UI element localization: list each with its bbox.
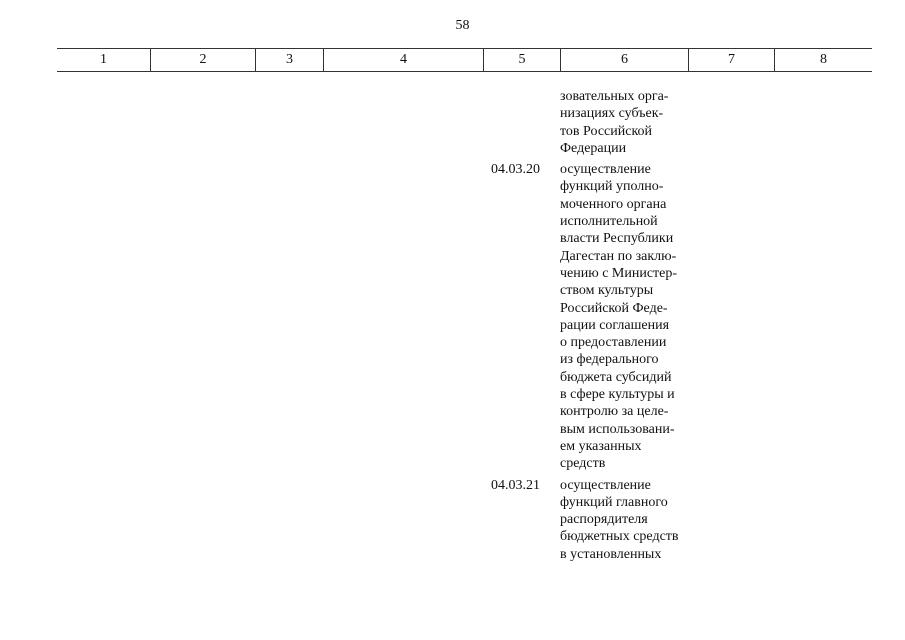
row-description: зовательных орга- низациях субъек- тов Российской Федерации xyxy=(560,89,669,156)
header-col-6: 6 xyxy=(560,49,688,71)
row-description: осуществление функций главного распорядителя бюджетных средств в установленных xyxy=(560,477,679,562)
table-header xyxy=(57,48,872,72)
row-code: 04.03.20 xyxy=(491,162,540,178)
header-col-7: 7 xyxy=(688,49,774,71)
row-code: 04.03.21 xyxy=(491,477,540,493)
table-row xyxy=(0,88,905,157)
header-col-2: 2 xyxy=(150,49,255,71)
header-col-4: 4 xyxy=(323,49,483,71)
header-col-1: 1 xyxy=(100,52,107,67)
page-number: 58 xyxy=(455,18,470,33)
header-col-3: 3 xyxy=(255,49,323,71)
header-col-5: 5 xyxy=(483,49,560,71)
table-row xyxy=(0,161,905,472)
row-description: осуществление функций уполно- моченного органа исполнительной власти Республики Дагестан по заклю- чению с Министер- ством культуры Российской Феде- рации соглашения о предоставлении из федерального бюджета субсидий в сфере культуры и контролю за целе- вым использовани- ем указанных средств xyxy=(560,162,678,472)
table-body xyxy=(0,88,905,563)
header-col-8: 8 xyxy=(774,49,872,71)
table-row xyxy=(0,477,905,563)
